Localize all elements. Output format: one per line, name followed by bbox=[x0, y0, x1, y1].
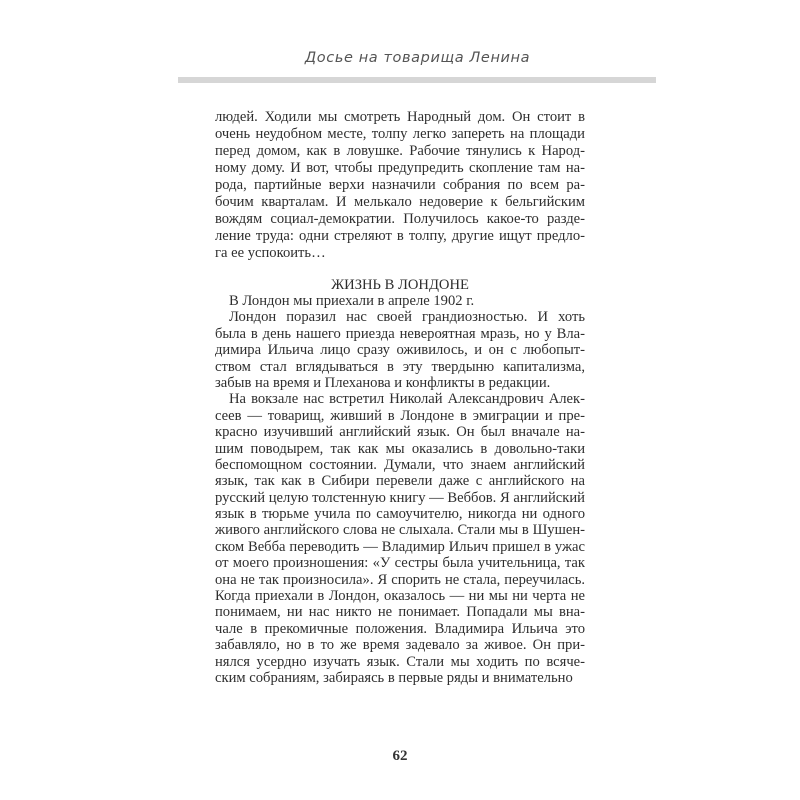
text-line: ление труда: одни стреляют в толпу, другие ищут предло- bbox=[215, 228, 585, 244]
text-line: красно изучивший английский язык. Он был вначале на- bbox=[215, 424, 585, 441]
text-line: людей. Ходили мы смотреть Народный дом. Он стоит в bbox=[215, 109, 585, 125]
text-line: была в день нашего приезда невероятная мразь, но у Вла- bbox=[215, 325, 585, 342]
page-number: 62 bbox=[392, 748, 408, 764]
text-line: Лондон поразил нас своей грандиозностью. И хоть bbox=[229, 309, 585, 326]
text-line: русский целую толстенную книгу — Веббов. Я английский bbox=[215, 489, 585, 506]
text-line: вождям социал-демократии. Получилось какое-то разде- bbox=[215, 211, 585, 227]
text-line: очень неудобном месте, толпу легко запереть на площади bbox=[215, 126, 585, 142]
text-line: бочим кварталам. И мелькало недоверие к бельгийским bbox=[215, 194, 585, 210]
paragraph-block-1 bbox=[215, 109, 585, 262]
section-heading: ЖИЗНЬ В ЛОНДОНЕ bbox=[331, 277, 469, 293]
text-line: ском Вебба переводить — Владимир Ильич пришел в ужас bbox=[215, 538, 585, 555]
text-line: забыв на время и Плеханова и конфликты в редакции. bbox=[215, 374, 551, 391]
text-line: чале в прекомичные положения. Владимира Ильича это bbox=[215, 620, 585, 637]
text-line: язык, так как в Сибири перевели даже с английского на bbox=[215, 473, 585, 490]
text-line: понимаем, ни нас никто не понимает. Попадали мы вна- bbox=[215, 604, 585, 621]
text-line: сеев — товарищ, живший в Лондоне в эмиграции и пре- bbox=[215, 407, 585, 424]
running-header: Досье на товарища Ленина bbox=[304, 50, 531, 66]
paragraph-block-2 bbox=[215, 293, 585, 686]
text-line: беспомощном состоянии. Думали, что знаем английский bbox=[215, 456, 585, 473]
text-line: нялся усердно изучать язык. Стали мы ходить по всяче- bbox=[215, 653, 585, 670]
text-line: живого английского слова не слыхала. Стали мы в Шушен- bbox=[215, 522, 585, 539]
text-line: забавляло, но в то же время задевало за живое. Он при- bbox=[215, 637, 585, 654]
text-line: ством стал вглядываться в эту твердыню капитализма, bbox=[215, 358, 585, 375]
text-line: она не так произносила». Я спорить не стала, переучилась. bbox=[215, 571, 585, 588]
text-line: рода, партийные верхи назначили собрания по всем ра- bbox=[215, 177, 585, 193]
text-line: перед домом, как в ловушке. Рабочие тянулись к Народ- bbox=[215, 143, 585, 159]
text-line: ским собраниям, забираясь в первые ряды и внимательно bbox=[215, 669, 573, 686]
text-line: На вокзале нас встретил Николай Александрович Алек- bbox=[229, 391, 585, 408]
text-line: от моего произношения: «У сестры была учительница, так bbox=[215, 555, 585, 572]
text-line: Когда приехали в Лондон, оказалось — ни мы ни черта не bbox=[215, 588, 585, 605]
text-line: В Лондон мы приехали в апреле 1902 г. bbox=[229, 293, 475, 309]
text-line: га ее успокоить… bbox=[215, 245, 326, 261]
text-line: ному дому. И вот, чтобы предупредить скопление там на- bbox=[215, 160, 585, 176]
header-rule bbox=[178, 77, 656, 83]
text-line: шим поводырем, так как мы оказались в довольно-таки bbox=[215, 440, 585, 457]
text-line: димира Ильича лицо сразу оживилось, и он с любопыт- bbox=[215, 342, 585, 359]
text-line: язык в тюрьме учила по самоучителю, никогда ни одного bbox=[215, 506, 585, 523]
